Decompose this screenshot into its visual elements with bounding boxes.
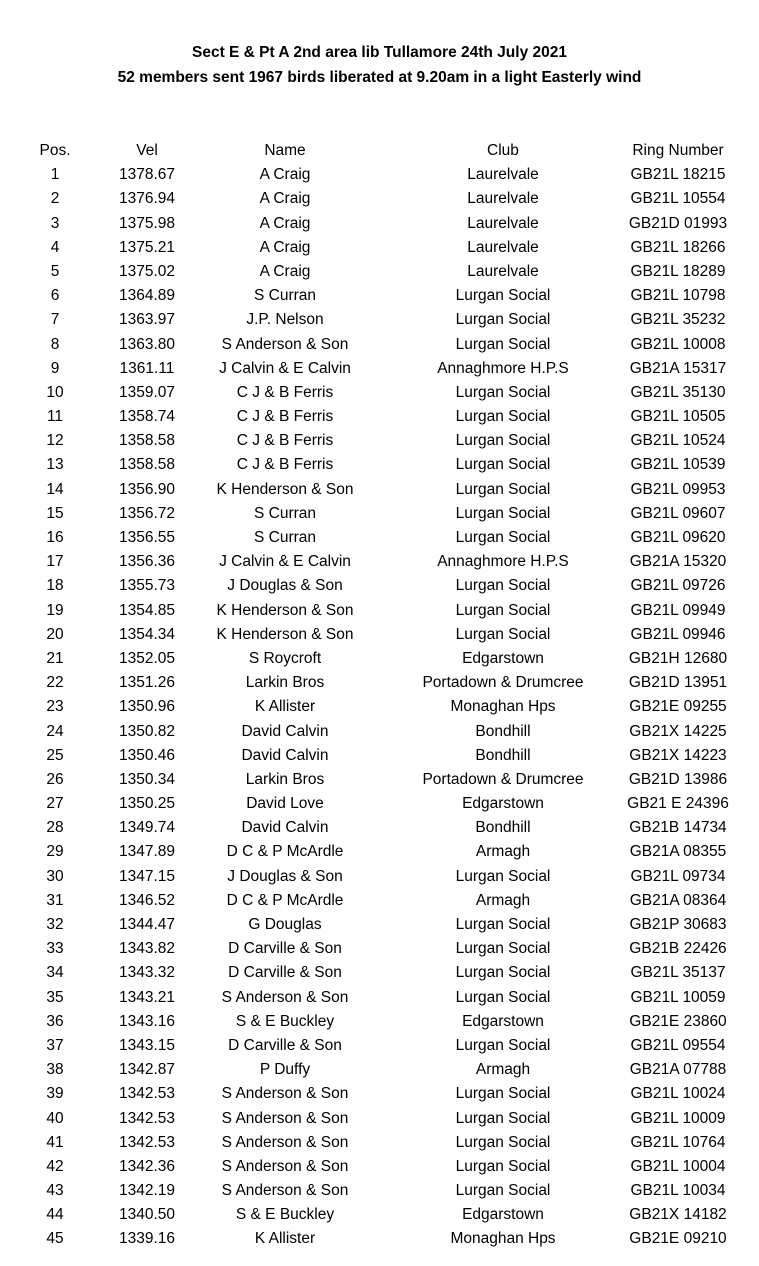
cell-name: A Craig <box>259 166 311 184</box>
cell-club: Lurgan Social <box>455 916 551 933</box>
cell-vel: 1342.53 <box>118 1109 176 1127</box>
cell-club: Edgarstown <box>462 649 544 667</box>
cell-club: Bondhill <box>475 722 531 740</box>
cell-name: S Anderson & Son <box>221 988 349 1006</box>
table-row <box>0 502 759 526</box>
table-row <box>0 453 759 477</box>
cell-ring-number: GB21A 15320 <box>629 553 727 571</box>
cell-vel: 1356.72 <box>118 504 176 522</box>
cell-club: Lurgan Social <box>455 1182 551 1200</box>
cell-pos: 6 <box>50 287 60 305</box>
table-row <box>0 986 759 1010</box>
cell-vel: 1347.15 <box>118 867 176 885</box>
cell-vel: 1346.52 <box>118 891 176 909</box>
table-row <box>0 1203 759 1227</box>
cell-vel: 1354.34 <box>118 625 176 643</box>
cell-name: S & E Buckley <box>235 1012 335 1030</box>
cell-name: A Craig <box>259 262 311 280</box>
cell-club: Lurgan Social <box>455 1085 551 1103</box>
cell-pos: 33 <box>46 940 64 958</box>
cell-ring-number: GB21L 10009 <box>630 1109 726 1127</box>
table-row <box>0 816 759 840</box>
cell-ring-number: GB21L 35232 <box>630 311 726 329</box>
table-row <box>0 1227 759 1251</box>
table-row <box>0 1058 759 1082</box>
cell-name: J Calvin & E Calvin <box>219 553 351 571</box>
cell-vel: 1350.96 <box>118 698 176 716</box>
cell-pos: 41 <box>46 1133 64 1151</box>
table-row <box>0 671 759 695</box>
cell-vel: 1340.50 <box>118 1206 176 1224</box>
cell-ring-number: GB21A 07788 <box>629 1061 727 1079</box>
cell-ring-number: GB21E 09255 <box>629 698 727 716</box>
cell-ring-number: GB21X 14223 <box>629 746 727 764</box>
cell-pos: 43 <box>46 1182 64 1200</box>
cell-vel: 1343.16 <box>118 1012 176 1030</box>
table-row <box>0 599 759 623</box>
cell-pos: 21 <box>46 649 64 667</box>
cell-ring-number: GB21H 12680 <box>628 649 728 667</box>
cell-club: Monaghan Hps <box>450 698 556 716</box>
cell-pos: 37 <box>46 1036 64 1054</box>
table-row <box>0 865 759 889</box>
cell-club: Laurelvale <box>467 214 539 232</box>
cell-name: D Carville & Son <box>228 940 342 958</box>
cell-ring-number: GB21L 35137 <box>630 964 726 982</box>
cell-pos: 3 <box>50 214 60 232</box>
cell-name: K Henderson & Son <box>216 601 354 619</box>
cell-club: Bondhill <box>475 746 531 764</box>
table-row <box>0 381 759 405</box>
column-header-name: Name <box>264 142 306 159</box>
cell-name: S Anderson & Son <box>221 1109 349 1127</box>
cell-vel: 1351.26 <box>118 674 176 692</box>
table-row <box>0 1082 759 1106</box>
cell-ring-number: GB21L 18266 <box>630 238 726 256</box>
cell-pos: 11 <box>46 408 64 426</box>
cell-club: Laurelvale <box>467 166 539 184</box>
cell-name: D Carville & Son <box>228 1036 342 1054</box>
cell-pos: 44 <box>46 1206 64 1224</box>
column-header-pos: Pos. <box>39 142 71 159</box>
table-row <box>0 478 759 502</box>
cell-name: D C & P McArdle <box>226 891 344 909</box>
cell-ring-number: GB21D 13986 <box>628 770 728 788</box>
cell-vel: 1342.19 <box>118 1182 176 1200</box>
cell-pos: 27 <box>46 795 64 813</box>
table-row <box>0 695 759 719</box>
cell-club: Lurgan Social <box>455 408 551 426</box>
cell-name: P Duffy <box>259 1061 311 1079</box>
table-row <box>0 1179 759 1203</box>
cell-vel: 1375.02 <box>118 262 176 280</box>
cell-pos: 38 <box>46 1061 64 1079</box>
document-title: Sect E & Pt A 2nd area lib Tullamore 24th July 2021 <box>191 44 567 61</box>
cell-vel: 1342.53 <box>118 1085 176 1103</box>
cell-pos: 25 <box>46 746 64 764</box>
cell-ring-number: GB21E 23860 <box>629 1012 727 1030</box>
cell-name: J.P. Nelson <box>246 311 324 329</box>
table-row <box>0 889 759 913</box>
cell-pos: 35 <box>46 988 64 1006</box>
cell-club: Annaghmore H.P.S <box>437 553 569 571</box>
cell-club: Laurelvale <box>467 190 539 208</box>
cell-pos: 42 <box>46 1157 64 1175</box>
cell-ring-number: GB21B 22426 <box>629 940 727 958</box>
cell-name: S Anderson & Son <box>221 1085 349 1103</box>
cell-pos: 17 <box>46 553 64 571</box>
cell-vel: 1358.74 <box>118 408 176 426</box>
cell-pos: 7 <box>50 311 60 329</box>
cell-pos: 9 <box>50 359 60 377</box>
cell-ring-number: GB21L 10539 <box>630 456 726 474</box>
table-row <box>0 187 759 211</box>
cell-name: C J & B Ferris <box>236 456 334 474</box>
cell-name: David Calvin <box>241 722 329 740</box>
cell-vel: 1343.15 <box>118 1036 176 1054</box>
cell-club: Laurelvale <box>467 238 539 256</box>
cell-ring-number: GB21L 35130 <box>630 383 726 401</box>
cell-ring-number: GB21L 09620 <box>630 529 726 546</box>
cell-name: S Anderson & Son <box>221 1182 349 1200</box>
cell-name: J Douglas & Son <box>227 577 343 595</box>
cell-club: Monaghan Hps <box>450 1230 556 1248</box>
cell-ring-number: GB21B 14734 <box>629 819 727 837</box>
cell-name: C J & B Ferris <box>236 432 334 450</box>
cell-vel: 1342.87 <box>118 1061 176 1079</box>
table-row <box>0 647 759 671</box>
cell-pos: 1 <box>50 166 60 184</box>
cell-pos: 10 <box>46 383 64 401</box>
cell-name: Larkin Bros <box>245 770 325 788</box>
cell-vel: 1378.67 <box>118 166 176 184</box>
cell-name: A Craig <box>259 238 311 256</box>
cell-name: K Allister <box>254 1230 316 1248</box>
cell-name: J Douglas & Son <box>227 867 343 885</box>
cell-club: Lurgan Social <box>455 311 551 329</box>
cell-club: Lurgan Social <box>455 1157 551 1175</box>
cell-name: A Craig <box>259 214 311 232</box>
cell-ring-number: GB21L 09554 <box>630 1036 726 1054</box>
cell-pos: 2 <box>50 190 60 208</box>
cell-ring-number: GB21P 30683 <box>629 916 727 933</box>
cell-vel: 1361.11 <box>119 359 175 377</box>
cell-pos: 30 <box>46 867 64 885</box>
cell-club: Lurgan Social <box>455 577 551 595</box>
cell-pos: 12 <box>46 432 64 450</box>
cell-club: Lurgan Social <box>455 867 551 885</box>
cell-ring-number: GB21L 10008 <box>630 335 726 353</box>
cell-vel: 1355.73 <box>118 577 176 595</box>
table-row <box>0 1107 759 1131</box>
table-row <box>0 163 759 187</box>
cell-name: David Calvin <box>241 819 329 837</box>
cell-vel: 1363.97 <box>118 311 176 329</box>
table-row <box>0 1155 759 1179</box>
table-row <box>0 236 759 260</box>
table-row <box>0 1034 759 1058</box>
table-row <box>0 744 759 768</box>
cell-ring-number: GB21 E 24396 <box>627 795 729 813</box>
cell-club: Lurgan Social <box>455 529 551 546</box>
cell-name: C J & B Ferris <box>236 408 334 426</box>
cell-vel: 1343.82 <box>118 940 176 958</box>
cell-pos: 31 <box>46 891 64 909</box>
cell-pos: 39 <box>46 1085 64 1103</box>
cell-ring-number: GB21A 08364 <box>629 891 727 909</box>
cell-club: Lurgan Social <box>455 964 551 982</box>
cell-ring-number: GB21L 09607 <box>630 504 726 522</box>
cell-pos: 18 <box>46 577 64 595</box>
cell-vel: 1358.58 <box>118 456 176 474</box>
table-row <box>0 840 759 864</box>
cell-pos: 14 <box>46 480 64 498</box>
cell-club: Lurgan Social <box>455 988 551 1006</box>
table-row <box>0 720 759 744</box>
cell-pos: 20 <box>46 625 64 643</box>
cell-pos: 40 <box>46 1109 64 1127</box>
cell-ring-number: GB21L 10764 <box>630 1133 726 1151</box>
cell-pos: 5 <box>50 262 60 280</box>
cell-vel: 1375.21 <box>118 238 176 256</box>
cell-ring-number: GB21L 10505 <box>630 408 726 426</box>
cell-vel: 1343.21 <box>118 988 176 1006</box>
cell-pos: 29 <box>46 843 64 861</box>
cell-ring-number: GB21L 18289 <box>630 262 726 280</box>
cell-ring-number: GB21A 15317 <box>629 359 727 377</box>
cell-ring-number: GB21L 10554 <box>630 190 726 208</box>
cell-name: S Anderson & Son <box>221 1157 349 1175</box>
cell-vel: 1349.74 <box>118 819 176 837</box>
cell-vel: 1350.25 <box>118 795 176 813</box>
table-row <box>0 937 759 961</box>
cell-ring-number: GB21A 08355 <box>629 843 727 861</box>
cell-pos: 19 <box>46 601 64 619</box>
cell-name: D Carville & Son <box>228 964 342 982</box>
cell-name: J Calvin & E Calvin <box>219 359 351 377</box>
cell-pos: 13 <box>46 456 64 474</box>
cell-ring-number: GB21X 14182 <box>629 1206 727 1224</box>
cell-vel: 1352.05 <box>118 649 176 667</box>
cell-club: Lurgan Social <box>455 1036 551 1054</box>
cell-pos: 22 <box>46 674 64 692</box>
cell-ring-number: GB21D 13951 <box>628 674 728 692</box>
cell-club: Armagh <box>475 1061 531 1079</box>
cell-name: S Curran <box>253 504 317 522</box>
table-row <box>0 913 759 937</box>
cell-vel: 1344.47 <box>118 916 176 933</box>
results-table <box>0 139 759 1252</box>
column-header-ring-number: Ring Number <box>632 142 724 159</box>
cell-club: Lurgan Social <box>455 335 551 353</box>
cell-vel: 1347.89 <box>118 843 176 861</box>
cell-name: S & E Buckley <box>235 1206 335 1224</box>
table-row <box>0 768 759 792</box>
column-header-club: Club <box>487 142 519 159</box>
table-row <box>0 526 759 550</box>
cell-ring-number: GB21E 09210 <box>629 1230 727 1248</box>
table-row <box>0 357 759 381</box>
cell-name: S Anderson & Son <box>221 1133 349 1151</box>
cell-name: A Craig <box>259 190 311 208</box>
cell-ring-number: GB21L 09946 <box>630 625 726 643</box>
cell-vel: 1363.80 <box>118 335 176 353</box>
cell-club: Lurgan Social <box>455 456 551 474</box>
table-row <box>0 1131 759 1155</box>
cell-pos: 16 <box>46 529 64 546</box>
cell-vel: 1343.32 <box>118 964 176 982</box>
cell-ring-number: GB21D 01993 <box>628 214 728 232</box>
cell-vel: 1356.90 <box>118 480 176 498</box>
cell-name: S Anderson & Son <box>221 335 349 353</box>
cell-club: Lurgan Social <box>455 1109 551 1127</box>
cell-club: Lurgan Social <box>455 504 551 522</box>
cell-club: Lurgan Social <box>455 287 551 305</box>
cell-club: Laurelvale <box>467 262 539 280</box>
table-row <box>0 574 759 598</box>
cell-club: Lurgan Social <box>455 480 551 498</box>
table-row <box>0 429 759 453</box>
cell-name: David Calvin <box>241 746 329 764</box>
cell-vel: 1350.82 <box>118 722 176 740</box>
cell-club: Armagh <box>475 843 531 861</box>
cell-pos: 45 <box>46 1230 64 1248</box>
cell-pos: 28 <box>46 819 64 837</box>
cell-vel: 1364.89 <box>118 287 176 305</box>
cell-name: S Curran <box>253 529 317 546</box>
cell-vel: 1350.34 <box>118 770 176 788</box>
cell-club: Armagh <box>475 891 531 909</box>
cell-pos: 15 <box>46 504 64 522</box>
cell-name: S Curran <box>253 287 317 305</box>
table-row <box>0 1010 759 1034</box>
cell-club: Lurgan Social <box>455 601 551 619</box>
cell-club: Lurgan Social <box>455 940 551 958</box>
table-row <box>0 550 759 574</box>
cell-club: Edgarstown <box>462 1012 544 1030</box>
cell-ring-number: GB21L 18215 <box>630 166 726 184</box>
cell-name: G Douglas <box>248 916 322 933</box>
table-header-row <box>0 139 759 163</box>
cell-vel: 1342.53 <box>118 1133 176 1151</box>
table-row <box>0 792 759 816</box>
cell-club: Lurgan Social <box>455 1133 551 1151</box>
cell-ring-number: GB21L 09726 <box>630 577 726 595</box>
cell-pos: 34 <box>46 964 64 982</box>
table-row <box>0 333 759 357</box>
cell-club: Lurgan Social <box>455 625 551 643</box>
cell-vel: 1358.58 <box>118 432 176 450</box>
cell-ring-number: GB21L 09953 <box>630 480 726 498</box>
cell-pos: 32 <box>46 916 64 933</box>
cell-ring-number: GB21L 10798 <box>630 287 726 305</box>
cell-pos: 36 <box>46 1012 64 1030</box>
document-subtitle: 52 members sent 1967 birds liberated at 9.20am in a light Easterly wind <box>117 69 642 86</box>
cell-club: Lurgan Social <box>455 383 551 401</box>
cell-pos: 4 <box>50 238 60 256</box>
cell-vel: 1350.46 <box>118 746 176 764</box>
cell-ring-number: GB21L 09949 <box>630 601 726 619</box>
cell-vel: 1339.16 <box>118 1230 176 1248</box>
table-row <box>0 961 759 985</box>
cell-vel: 1375.98 <box>118 214 176 232</box>
cell-name: K Henderson & Son <box>216 480 354 498</box>
cell-name: K Allister <box>254 698 316 716</box>
cell-club: Edgarstown <box>462 795 544 813</box>
cell-name: K Henderson & Son <box>216 625 354 643</box>
cell-pos: 26 <box>46 770 64 788</box>
table-row <box>0 260 759 284</box>
cell-club: Portadown & Drumcree <box>422 770 584 788</box>
table-body <box>0 163 759 1251</box>
cell-ring-number: GB21L 09734 <box>630 867 726 885</box>
cell-vel: 1354.85 <box>118 601 176 619</box>
column-header-vel: Vel <box>136 142 158 159</box>
cell-club: Edgarstown <box>462 1206 544 1224</box>
cell-name: S Roycroft <box>248 649 322 667</box>
cell-ring-number: GB21L 10524 <box>630 432 726 450</box>
cell-club: Bondhill <box>475 819 531 837</box>
cell-vel: 1356.55 <box>118 529 176 546</box>
cell-pos: 23 <box>46 698 64 716</box>
cell-ring-number: GB21L 10034 <box>630 1182 726 1200</box>
cell-ring-number: GB21L 10004 <box>630 1157 726 1175</box>
table-row <box>0 623 759 647</box>
cell-pos: 24 <box>46 722 64 740</box>
table-row <box>0 308 759 332</box>
cell-vel: 1356.36 <box>118 553 176 571</box>
cell-vel: 1342.36 <box>118 1157 176 1175</box>
cell-ring-number: GB21L 10059 <box>630 988 726 1006</box>
cell-pos: 8 <box>50 335 60 353</box>
cell-ring-number: GB21X 14225 <box>629 722 727 740</box>
cell-vel: 1359.07 <box>118 383 176 401</box>
table-row <box>0 212 759 236</box>
cell-name: Larkin Bros <box>245 674 325 692</box>
table-row <box>0 284 759 308</box>
cell-club: Lurgan Social <box>455 432 551 450</box>
cell-club: Portadown & Drumcree <box>422 674 584 692</box>
cell-name: C J & B Ferris <box>236 383 334 401</box>
cell-club: Annaghmore H.P.S <box>437 359 569 377</box>
table-row <box>0 405 759 429</box>
cell-vel: 1376.94 <box>118 190 176 208</box>
cell-name: David Love <box>246 795 324 813</box>
cell-ring-number: GB21L 10024 <box>630 1085 726 1103</box>
cell-name: D C & P McArdle <box>226 843 344 861</box>
